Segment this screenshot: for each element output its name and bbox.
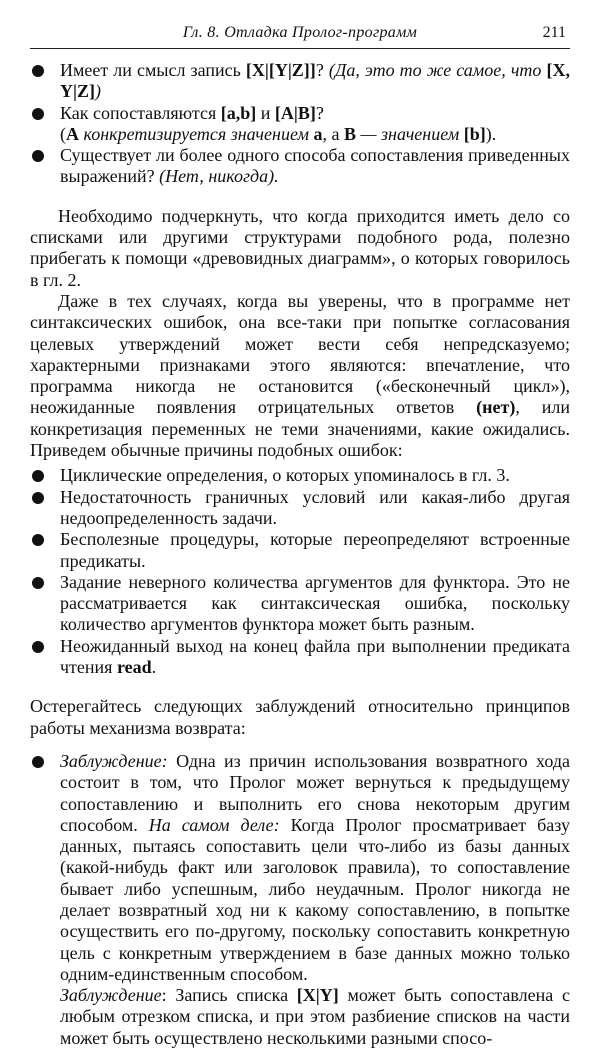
bullet-icon: [32, 577, 44, 589]
bullet-icon: [32, 641, 44, 653]
cause-item: Задание неверного количества аргументов для функтора. Это не рассматривается как синтаксическая ошибка, поскольку количество аргументов функтора может быть разным.: [30, 572, 570, 636]
bullet-icon: [32, 534, 44, 546]
causes-list: [30, 465, 570, 678]
page-header: [30, 22, 570, 49]
paragraph-backtracking-fallacies: Остерегайтесь следующих заблуждений относительно принципов работы механизма возврата:: [30, 696, 570, 738]
bullet-icon: [32, 492, 44, 504]
running-title: Гл. 8. Отладка Пролог-программ: [182, 24, 418, 41]
page-content: [30, 60, 570, 1049]
code-fragment: [X, Y|Z]: [60, 60, 570, 102]
question-item: Как сопоставляются [a,b] и [A|B]? (A конкретизируется значением a, а B — значением [b]).: [30, 103, 570, 146]
fallacies-list: [30, 751, 570, 1049]
bullet-icon: [32, 470, 44, 482]
cause-item: Бесполезные процедуры, которые переопределяют встроенные предикаты.: [30, 529, 570, 572]
question-item: Имеет ли смысл запись [X|[Y|Z]]? (Да, это то же самое, что [X, Y|Z]): [30, 60, 570, 103]
code-fragment: [a,b]: [220, 102, 257, 123]
fallacy-item: Заблуждение: Запись списка [X|Y] может быть сопоставлена с любым отрезком списка, и при этом разбиение списков на части может быть осуществлено несколькими разными спосо-: [60, 985, 570, 1048]
code-fragment: [A|B]: [274, 102, 316, 123]
bullet-icon: [32, 150, 44, 162]
paragraph-unexpected-behavior: Даже в тех случаях, когда вы уверены, что в программе нет синтаксических ошибок, она все-таки при попытке согласования целевых утверждений может вести себя непредсказуемо; характерными признаками этого являются: впечатление, что программа никогда не остановится («бесконечный цикл»), неожиданные появления отрицательных ответов (нет), или конкретизация переменных не теми значениями, какие ожидались. Приведем обычные причины подобных ошибок:: [30, 290, 571, 461]
question-item: Существует ли более одного способа сопоставления приведенных выражений? (Нет, никогда).: [30, 145, 570, 188]
cause-item: Недостаточность граничных условий или какая-либо другая недоопределенность задачи.: [30, 487, 570, 530]
question-explanation: (A конкретизируется значением a, а B — значением [b]).: [60, 123, 497, 144]
cause-item: Циклические определения, о которых упоминалось в гл. 3.: [30, 465, 570, 486]
question-list: [30, 60, 570, 188]
page-number: 211: [542, 24, 566, 41]
bullet-icon: [32, 65, 44, 77]
paragraph-tree-diagrams: Необходимо подчеркнуть, что когда приходится иметь дело со списками или другими структурами подобного рода, полезно прибегать к помощи «древовидных диаграмм», о которых говорилось в гл. 2.: [30, 205, 570, 290]
cause-item: Неожиданный выход на конец файла при выполнении предиката чтения read.: [30, 636, 570, 679]
code-fragment: [X|[Y|Z]]: [245, 60, 316, 80]
bullet-icon: [32, 108, 44, 120]
bullet-icon: [32, 756, 44, 768]
fallacy-item: Заблуждение: Одна из причин использования возвратного хода состоит в том, что Пролог может вернуться к предыдущему сопоставлению и выполнить его снова некоторым другим способом. На самом деле: Когда Пролог просматривает базу данных, пытаясь сопоставить цели что-либо из базы данных (какой-нибудь факт или заголовок правила), то сопоставление бывает либо успешным, либо неудачным. Пролог никогда не делает возвратный ход ни к какому сопоставлению, в попытке осуществить его по-другому, поскольку сопоставить конкретную цель с конкретным утверждением в базе данных можно только одним-единственным способом.: [30, 751, 570, 985]
